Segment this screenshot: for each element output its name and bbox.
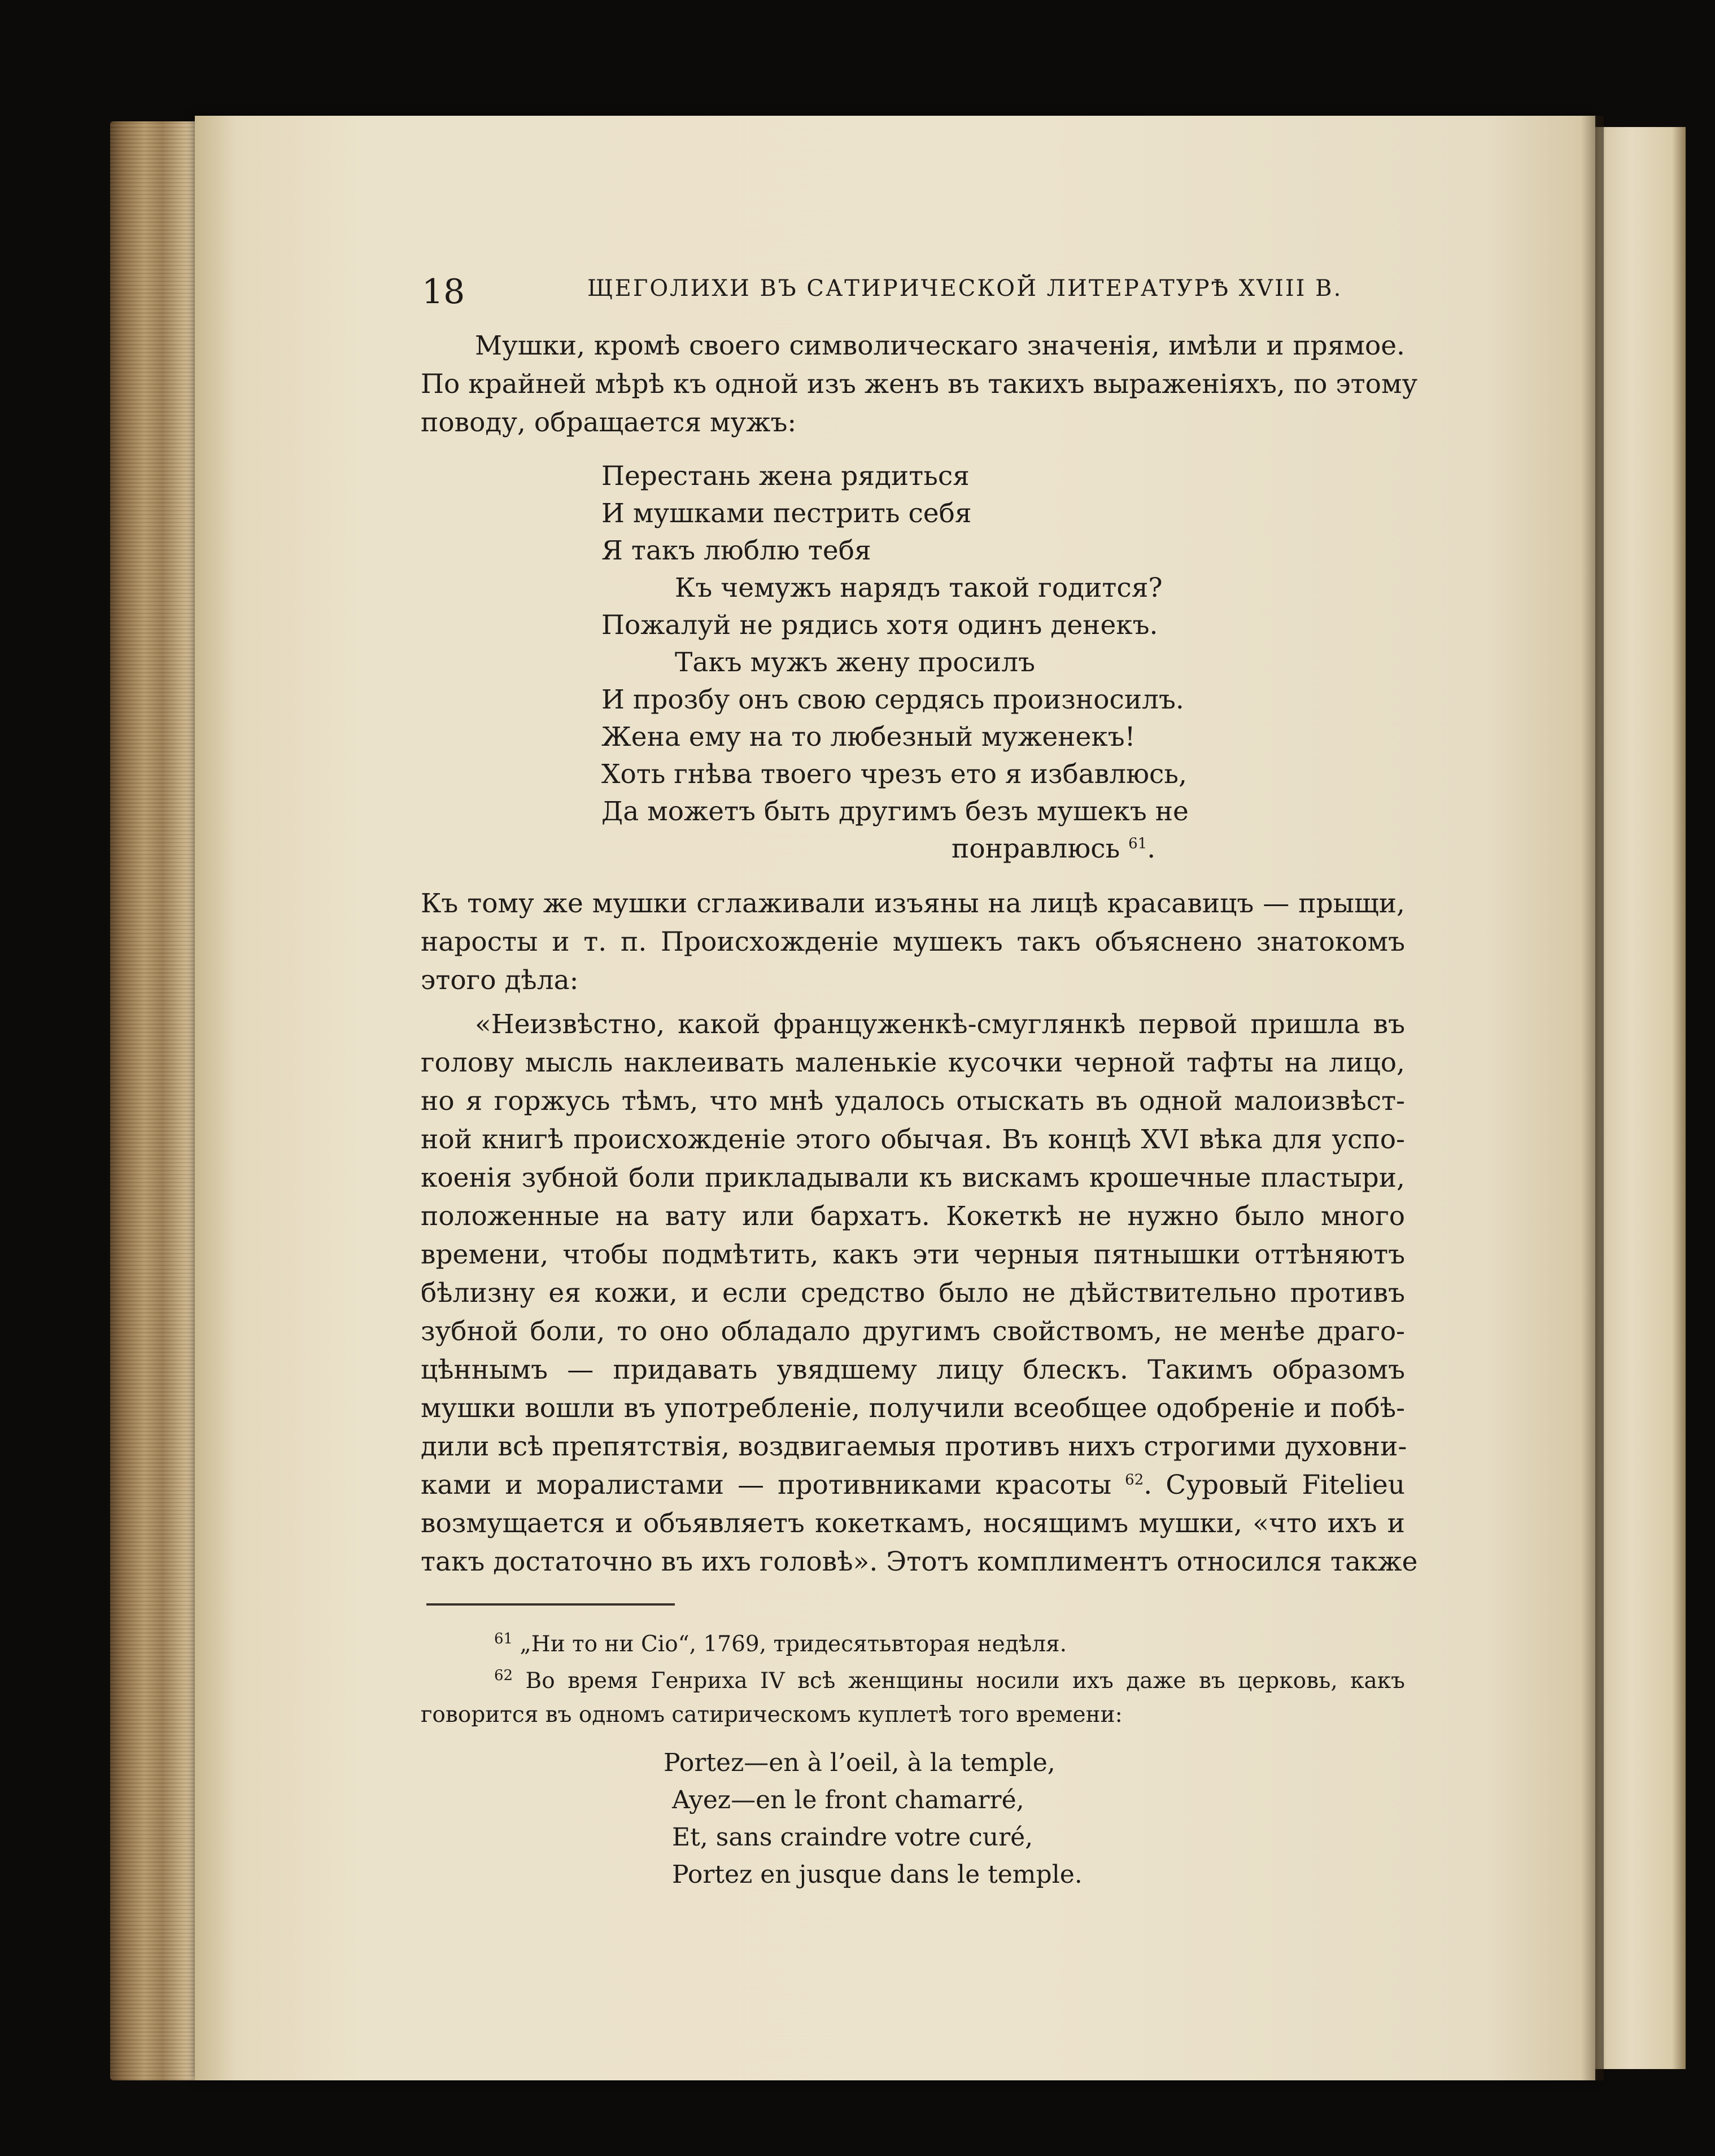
- poem-line: Перестань жена рядиться: [601, 461, 970, 492]
- footnote-mark: 61: [494, 1630, 513, 1647]
- quote-line: возмущается и объявляетъ кокеткамъ, носящимъ мушки, «что ихъ и: [421, 1508, 1405, 1539]
- poem-line: И мушками пестрить себя: [601, 498, 972, 529]
- footnote-verse-line: Portez en jusque dans le temple.: [672, 1860, 1083, 1889]
- quote-line: голову мысль наклеивать маленькіе кусочки черной тафты на лицо,: [421, 1047, 1405, 1078]
- intro-line: По крайней мѣрѣ къ одной изъ женъ въ такихъ выраженіяхъ, по этому: [421, 369, 1418, 400]
- quote-line: ной книгѣ происхожденіе этого обычая. Въ концѣ XVI вѣка для успо-: [421, 1124, 1405, 1155]
- para2-line: этого дѣла:: [421, 965, 579, 996]
- footnote-text: „Ни то ни Сio“, 1769, тридесятьвторая недѣля.: [520, 1632, 1067, 1657]
- para2-line: наросты и т. п. Происхожденіе мушекъ такъ объяснено знатокомъ: [421, 926, 1405, 957]
- note-ref-62: 62: [1125, 1471, 1144, 1489]
- intro-line: Мушки, кромѣ своего символическаго значенія, имѣли и прямое.: [475, 330, 1405, 361]
- quote-line: такъ достаточно въ ихъ головѣ». Этотъ комплиментъ относился также: [421, 1546, 1418, 1577]
- quote-line-text: . Суровый Fitelieu: [1144, 1470, 1405, 1501]
- spine-shadow: [1581, 116, 1604, 2080]
- quote-line-with-note: [421, 1470, 1405, 1501]
- poem-line: Пожалуй не рядись хотя одинъ денекъ.: [601, 610, 1158, 641]
- footnote-verse-line: Et, sans craindre votre curé,: [672, 1823, 1033, 1852]
- quote-line: времени, чтобы подмѣтить, какъ эти черныя пятнышки оттѣняютъ: [421, 1239, 1405, 1270]
- next-page-edge: [1595, 127, 1686, 2069]
- quote-line: зубной боли, то оно обладало другимъ свойствомъ, не менѣе драго-: [421, 1316, 1405, 1347]
- poem-line: Я такъ люблю тебя: [601, 535, 871, 566]
- quote-line: коенія зубной боли прикладывали къ вискамъ крошечные пластыри,: [421, 1162, 1405, 1193]
- quote-line: «Неизвѣстно, какой француженкѣ-смуглянкѣ первой пришла въ: [475, 1009, 1405, 1040]
- quote-line: положенные на вату или бархатъ. Кокеткѣ не нужно было много: [421, 1201, 1405, 1232]
- footnote-61: [494, 1630, 1067, 1657]
- poem-line: Такъ мужъ жену просилъ: [675, 647, 1035, 678]
- poem-line: Хоть гнѣва твоего чрезъ ето я избавлюсь,: [601, 759, 1187, 790]
- footnote-text: Во время Генриха IV всѣ женщины носили ихъ даже въ церковь, какъ: [525, 1668, 1405, 1694]
- note-ref-61: 61: [1128, 835, 1147, 852]
- footnote-verse-line: Ayez—en le front chamarré,: [672, 1786, 1024, 1814]
- quote-line: цѣннымъ — придавать увядшему лицу блескъ. Такимъ образомъ: [421, 1354, 1405, 1385]
- footnote-62-line2: говорится въ одномъ сатирическомъ куплетѣ того времени:: [421, 1702, 1123, 1728]
- page-block-edges: [110, 121, 200, 2080]
- quote-line: дили всѣ препятствія, воздвигаемыя противъ нихъ строгими духовни-: [421, 1431, 1407, 1462]
- quote-line-text: ками и моралистами — противниками красоты: [421, 1470, 1112, 1501]
- poem-line-final: понравлюсь $^{61}$.: [952, 833, 1156, 864]
- poem-line: Да можетъ быть другимъ безъ мушекъ не: [601, 796, 1189, 827]
- poem-line: Къ чемужъ нарядъ такой годится?: [675, 572, 1163, 603]
- quote-line: мушки вошли въ употребленіе, получили всеобщее одобреніе и побѣ-: [421, 1393, 1405, 1424]
- footnote-mark: 62: [494, 1667, 513, 1684]
- footnote-62: [421, 1667, 1405, 1694]
- quote-line: но я горжусь тѣмъ, что мнѣ удалось отыскать въ одной малоизвѣст-: [421, 1086, 1405, 1117]
- poem-line: Жена ему на то любезный муженекъ!: [601, 721, 1136, 753]
- para2-line: Къ тому же мушки сглаживали изъяны на лицѣ красавицъ — прыщи,: [421, 888, 1405, 919]
- poem-line-final-text: понравлюсь: [952, 833, 1120, 864]
- intro-line: поводу, обращается мужъ:: [421, 407, 797, 438]
- footnote-verse-line: Portez—en à l’oeil, à la temple,: [664, 1748, 1055, 1777]
- footnote-rule: [426, 1603, 675, 1606]
- quote-line: бѣлизну ея кожи, и если средство было не дѣйствительно противъ: [421, 1278, 1405, 1309]
- poem-line: И прозбу онъ свою сердясь произносилъ.: [601, 684, 1184, 715]
- page-number: 18: [422, 272, 465, 312]
- running-title: ЩЕГОЛИХИ ВЪ САТИРИЧЕСКОЙ ЛИТЕРАТУРѢ XVIII В.: [587, 275, 1343, 301]
